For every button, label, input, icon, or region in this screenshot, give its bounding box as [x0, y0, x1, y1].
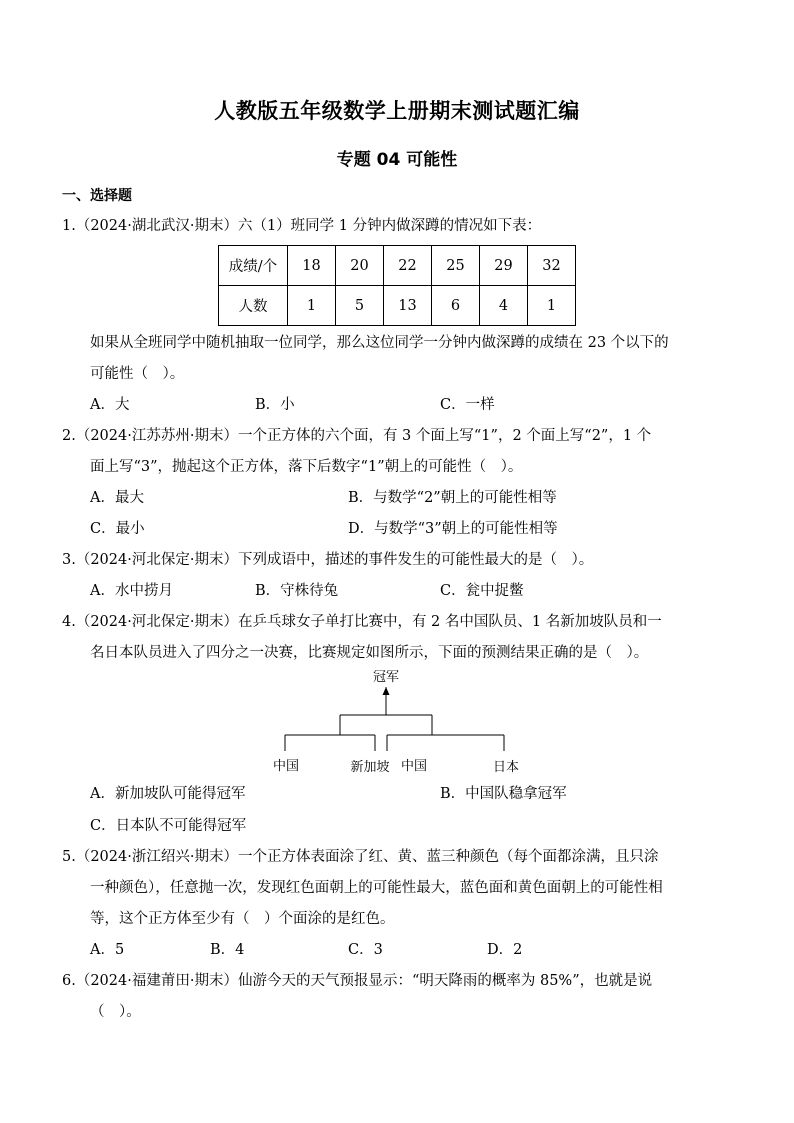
q5-option-b: B．4: [210, 942, 245, 958]
q2-stem-line2: 面上写“3”，抛起这个正方体，落下后数字“1”朝上的可能性（ ）。: [90, 459, 523, 475]
q6-stem-line1: 6.（2024·福建莆田·期末）仙游今天的天气预报显示：“明天降雨的概率为 85%”，也就是说: [62, 973, 653, 989]
page-title: 人教版五年级数学上册期末测试题汇编: [214, 99, 580, 123]
table-cell: 22: [384, 246, 432, 286]
q5-stem-line1: 5.（2024·浙江绍兴·期末）一个正方体表面涂了红、黄、蓝三种颜色（每个面都涂满，且只涂: [62, 849, 659, 865]
q3-option-c: C．瓮中捉鳖: [440, 583, 524, 599]
q5-option-c: C．3: [348, 942, 383, 958]
table-cell: 18: [288, 246, 336, 286]
q4-stem-line2: 名日本队员进入了四分之一决赛，比赛规定如图所示，下面的预测结果正确的是（ ）。: [90, 645, 649, 661]
q2-option-b: B．与数学“2”朝上的可能性相等: [348, 490, 557, 506]
q2-option-c: C．最小: [90, 521, 145, 537]
bracket-leaf-singapore: 新加坡: [350, 760, 390, 775]
q3-stem-line1: 3.（2024·河北保定·期末）下列成语中，描述的事件发生的可能性最大的是（ ）。: [62, 552, 594, 568]
q5-option-a: A．5: [90, 942, 125, 958]
table-cell: 6: [432, 286, 480, 326]
q4-stem-line1: 4.（2024·河北保定·期末）在乒乓球女子单打比赛中，有 2 名中国队员、1 名新加坡队员和一: [62, 614, 662, 630]
section-heading: 一、选择题: [62, 188, 132, 204]
table-cell: 25: [432, 246, 480, 286]
q1-stem-line1: 1.（2024·湖北武汉·期末）六（1）班同学 1 分钟内做深蹲的情况如下表：: [62, 218, 542, 234]
q2-option-a: A．最大: [90, 490, 144, 506]
arrow-up-icon: [383, 687, 390, 695]
q5-stem-line2: 一种颜色），任意抛一次，发现红色面朝上的可能性最大，蓝色面和黄色面朝上的可能性相: [90, 880, 663, 896]
table-cell: 成绩/个: [219, 246, 288, 286]
score-table: [218, 245, 576, 326]
tournament-bracket-diagram: [250, 665, 540, 780]
q5-stem-line3: 等，这个正方体至少有（ ）个面涂的是红色。: [90, 911, 395, 927]
q2-stem-line1: 2.（2024·江苏苏州·期末）一个正方体的六个面，有 3 个面上写“1”，2 个面上写“2”，1 个: [62, 428, 652, 444]
q5-option-d: D．2: [487, 942, 523, 958]
bracket-leaf-china-2: 中国: [400, 759, 428, 774]
table-row: [219, 246, 576, 286]
bracket-leaf-japan: 日本: [492, 760, 520, 775]
table-cell: 4: [480, 286, 528, 326]
q1-stem-line2: 如果从全班同学中随机抽取一位同学，那么这位同学一分钟内做深蹲的成绩在 23 个以下的: [90, 335, 669, 351]
table-row: [219, 286, 576, 326]
table-cell: 5: [336, 286, 384, 326]
q2-option-d: D．与数学“3”朝上的可能性相等: [348, 521, 558, 537]
table-cell: 13: [384, 286, 432, 326]
q6-stem-line2: （ ）。: [90, 1004, 141, 1020]
q4-option-a: A．新加坡队可能得冠军: [90, 786, 246, 802]
table-cell: 1: [528, 286, 576, 326]
q4-option-b: B．中国队稳拿冠军: [440, 786, 567, 802]
table-cell: 人数: [219, 286, 288, 326]
q1-option-c: C．一样: [440, 397, 495, 413]
page-subtitle: 专题 04 可能性: [336, 150, 458, 170]
q1-option-b: B．小: [255, 397, 295, 413]
q3-option-a: A．水中捞月: [90, 583, 173, 599]
bracket-leaf-china-1: 中国: [272, 759, 300, 774]
table-cell: 20: [336, 246, 384, 286]
table-cell: 29: [480, 246, 528, 286]
table-cell: 32: [528, 246, 576, 286]
table-cell: 1: [288, 286, 336, 326]
bracket-champion-label: 冠军: [372, 670, 400, 685]
q1-option-a: A．大: [90, 397, 130, 413]
q4-option-c: C．日本队不可能得冠军: [90, 818, 247, 834]
q3-option-b: B．守株待兔: [255, 583, 339, 599]
q1-stem-line3: 可能性（ ）。: [90, 366, 185, 382]
